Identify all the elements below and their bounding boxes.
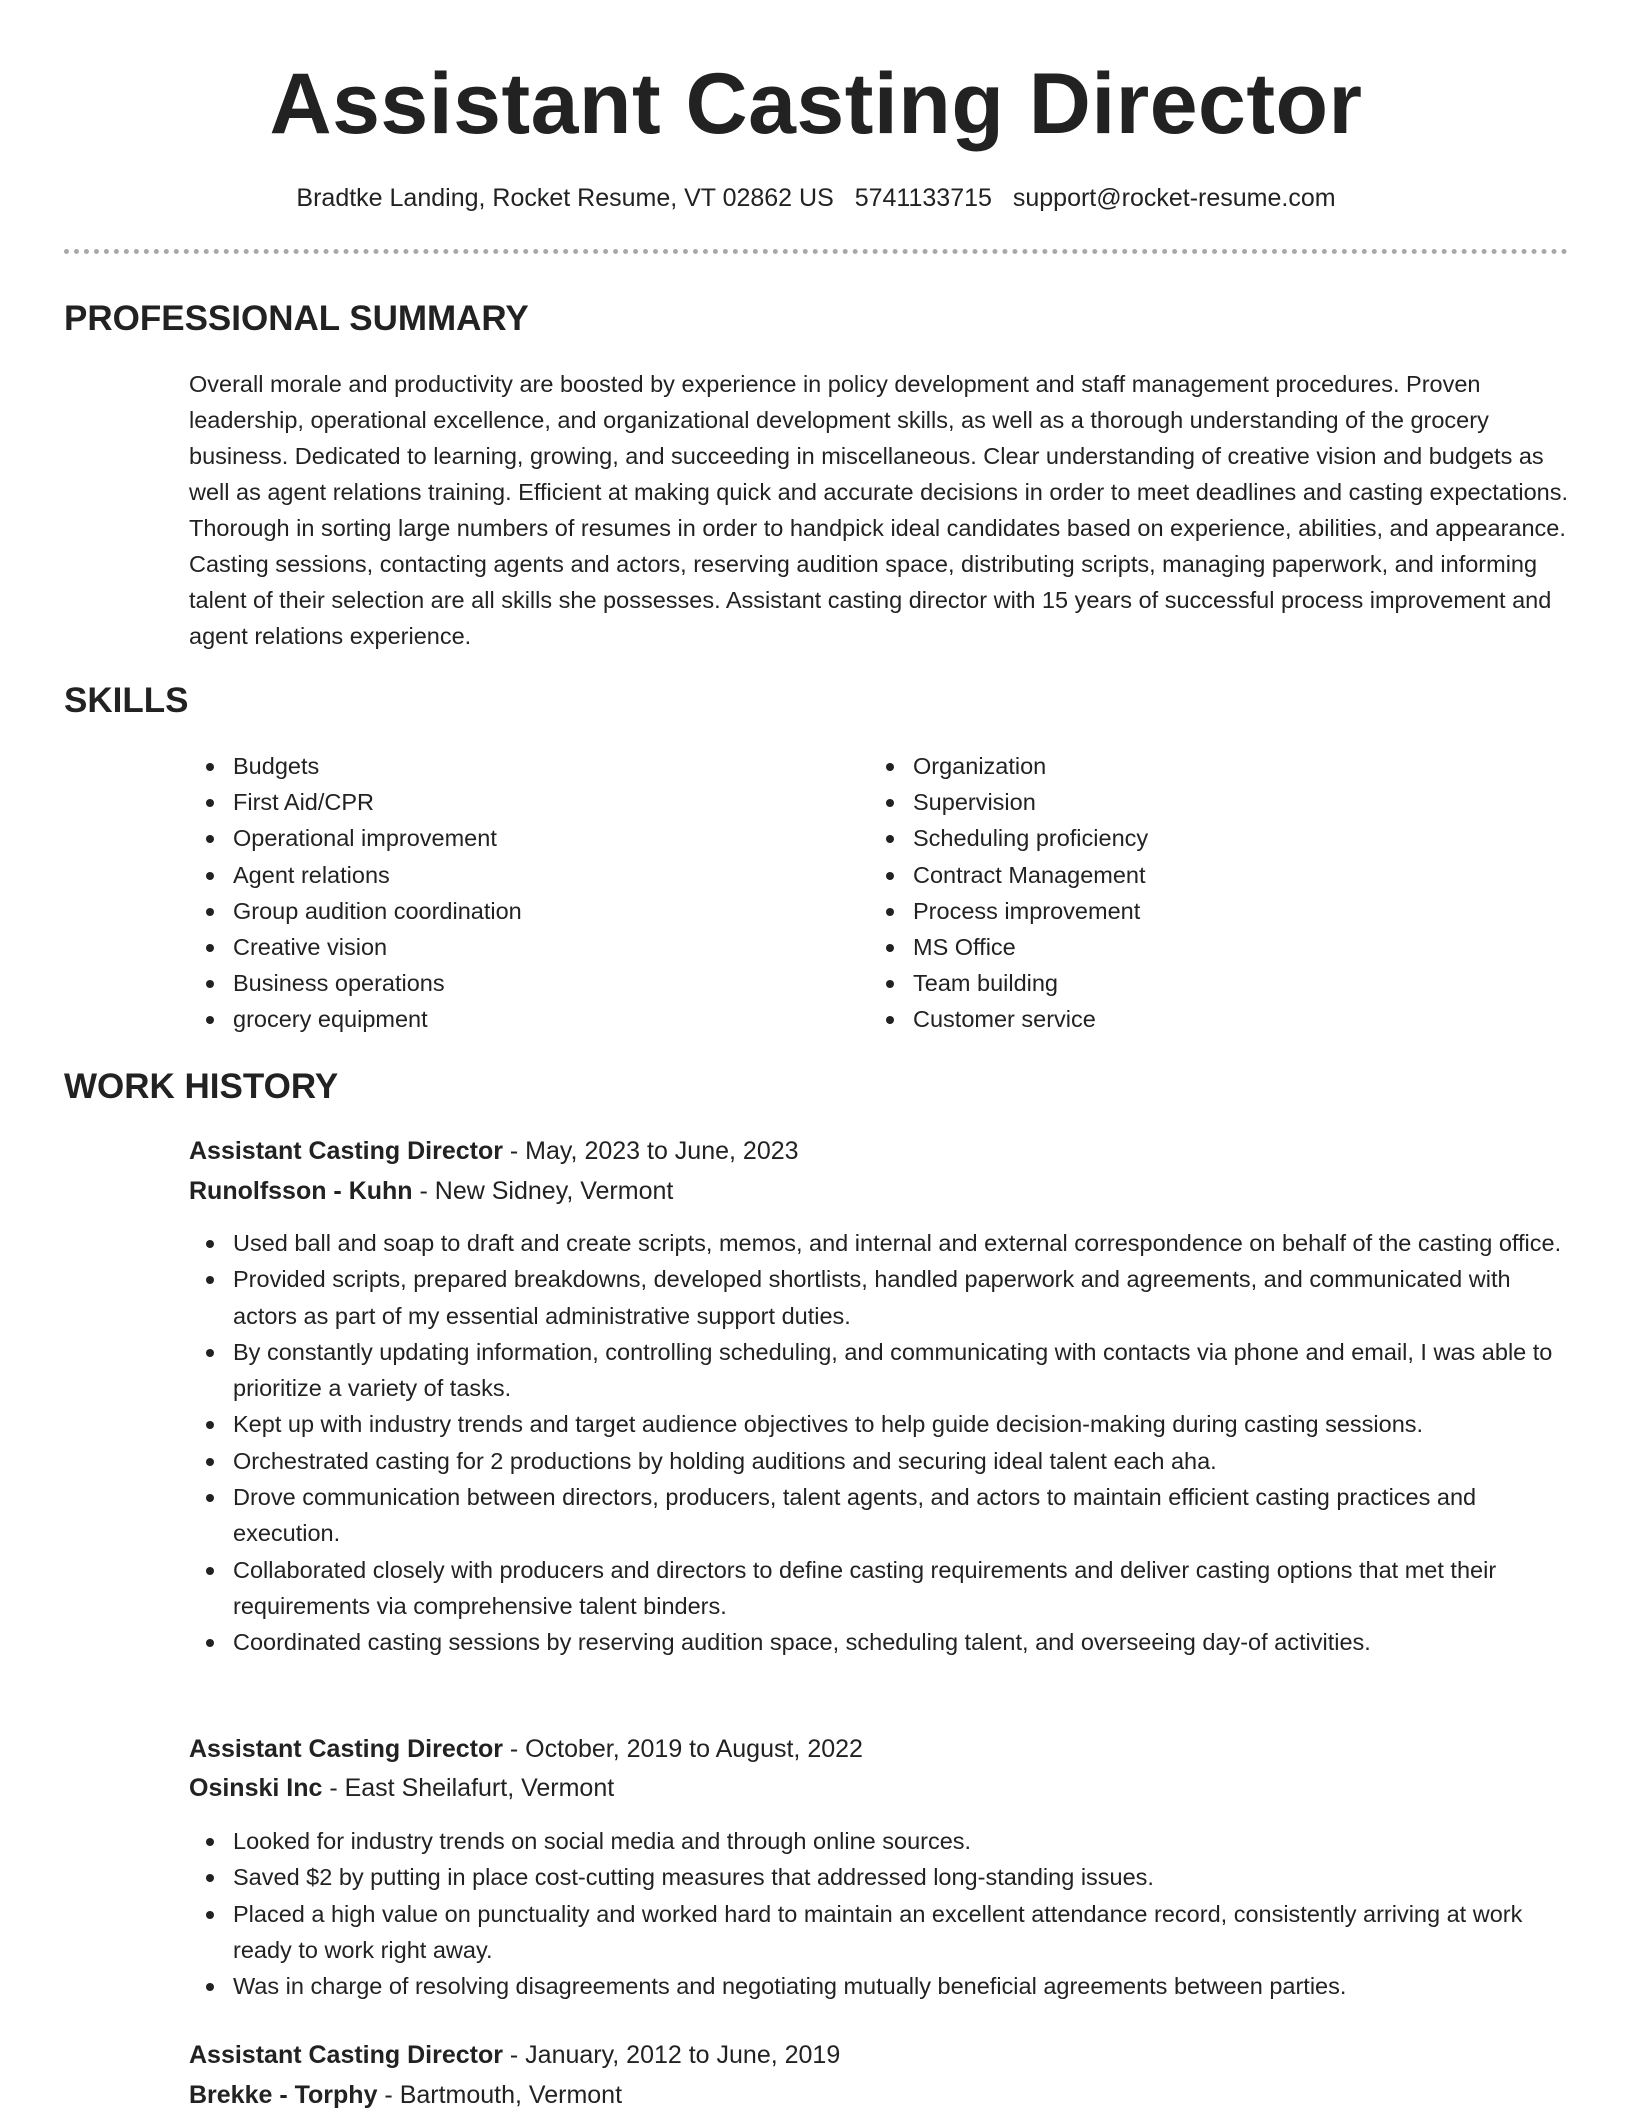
job-title-line [189,2036,840,2074]
job-location: - East Sheilafurt, Vermont [322,1774,615,1802]
job-title-line [189,1730,863,1768]
job-company: Osinski Inc [189,1774,323,1802]
job-company-line [189,1769,614,1807]
job-dates: - May, 2023 to June, 2023 [502,1137,799,1165]
skills-heading: SKILLS [64,681,189,720]
job-bullet: Orchestrated casting for 2 productions by holding auditions and securing ideal talent each aha. [233,1443,1573,1479]
job-dates: - January, 2012 to June, 2019 [502,2041,841,2069]
job-bullet: Collaborated closely with producers and directors to define casting requirements and deliver casting options that met their requirements via comprehensive talent binders. [233,1552,1573,1625]
skill-item: Group audition coordination [233,893,833,929]
skill-item: First Aid/CPR [233,784,833,820]
skill-item: Budgets [233,748,833,784]
skills-list-right [913,748,1513,1038]
job-location: - Bartmouth, Vermont [377,2081,623,2109]
contact-address: Bradtke Landing, Rocket Resume, VT 02862 US [296,184,834,212]
summary-text: Overall morale and productivity are boosted by experience in policy development and staff management procedures. Proven leadership, operational excellence, and organizational development skills, as well as a thorough understanding of the grocery business. Dedicated to learning, growing, and succeeding in miscellaneous. Clear understanding of creative vision and budgets as well as agent relations training. Efficient at making quick and accurate decisions in order to meet deadlines and casting expectations. Thorough in sorting large numbers of resumes in order to handpick ideal candidates based on experience, abilities, and appearance. Casting sessions, contacting agents and actors, reserving audition space, distributing scripts, managing paperwork, and informing talent of their selection are all skills she possesses. Assistant casting director with 15 years of successful process improvement and agent relations experience. [189,371,1569,649]
skills-list-left [233,748,833,1038]
job-company: Brekke - Torphy [189,2081,378,2109]
job-bullets [233,1225,1573,1661]
job-role: Assistant Casting Director [189,1735,503,1763]
skill-item: Business operations [233,965,833,1001]
job-bullet: Used ball and soap to draft and create scripts, memos, and internal and external correspondence on behalf of the casting office. [233,1225,1573,1261]
job-bullet: Coordinated casting sessions by reserving audition space, scheduling talent, and overseeing day-of activities. [233,1624,1573,1660]
skill-item: Creative vision [233,929,833,965]
job-bullet: By constantly updating information, controlling scheduling, and communicating with contacts via phone and email, I was able to prioritize a variety of tasks. [233,1334,1573,1407]
skill-item: Organization [913,748,1513,784]
job-dates: - October, 2019 to August, 2022 [502,1735,863,1763]
skill-item: Process improvement [913,893,1513,929]
job-company-line [189,2076,622,2114]
summary-heading: PROFESSIONAL SUMMARY [64,299,529,338]
job-bullet: Saved $2 by putting in place cost-cutting measures that addressed long-standing issues. [233,1859,1573,1895]
job-company: Runolfsson - Kuhn [189,1177,413,1205]
job-bullet: Was in charge of resolving disagreements and negotiating mutually beneficial agreements between parties. [233,1968,1573,2004]
job-title-line [189,1132,799,1170]
skill-item: Scheduling proficiency [913,820,1513,856]
job-bullets [233,1823,1573,2004]
skill-item: MS Office [913,929,1513,965]
contact-email: support@rocket-resume.com [1012,184,1336,212]
contact-line [0,180,1632,216]
job-bullet: Looked for industry trends on social media and through online sources. [233,1823,1573,1859]
resume-name-title: Assistant Casting Director [269,56,1363,152]
job-role: Assistant Casting Director [189,1137,503,1165]
skill-item: grocery equipment [233,1001,833,1037]
skill-item: Team building [913,965,1513,1001]
contact-phone: 5741133715 [854,184,992,212]
work-history-heading: WORK HISTORY [64,1067,339,1106]
job-company-line [189,1172,673,1210]
skill-item: Supervision [913,784,1513,820]
skill-item: Contract Management [913,857,1513,893]
job-bullet: Drove communication between directors, producers, talent agents, and actors to maintain efficient casting practices and execution. [233,1479,1573,1552]
job-bullet: Kept up with industry trends and target audience objectives to help guide decision-making during casting sessions. [233,1406,1573,1442]
skill-item: Customer service [913,1001,1513,1037]
job-location: - New Sidney, Vermont [412,1177,674,1205]
job-bullet: Provided scripts, prepared breakdowns, developed shortlists, handled paperwork and agreements, and communicated with actors as part of my essential administrative support duties. [233,1261,1573,1334]
job-bullet: Placed a high value on punctuality and worked hard to maintain an excellent attendance record, consistently arriving at work ready to work right away. [233,1896,1573,1969]
skill-item: Agent relations [233,857,833,893]
skill-item: Operational improvement [233,820,833,856]
header-divider [64,249,1568,254]
job-role: Assistant Casting Director [189,2041,503,2069]
